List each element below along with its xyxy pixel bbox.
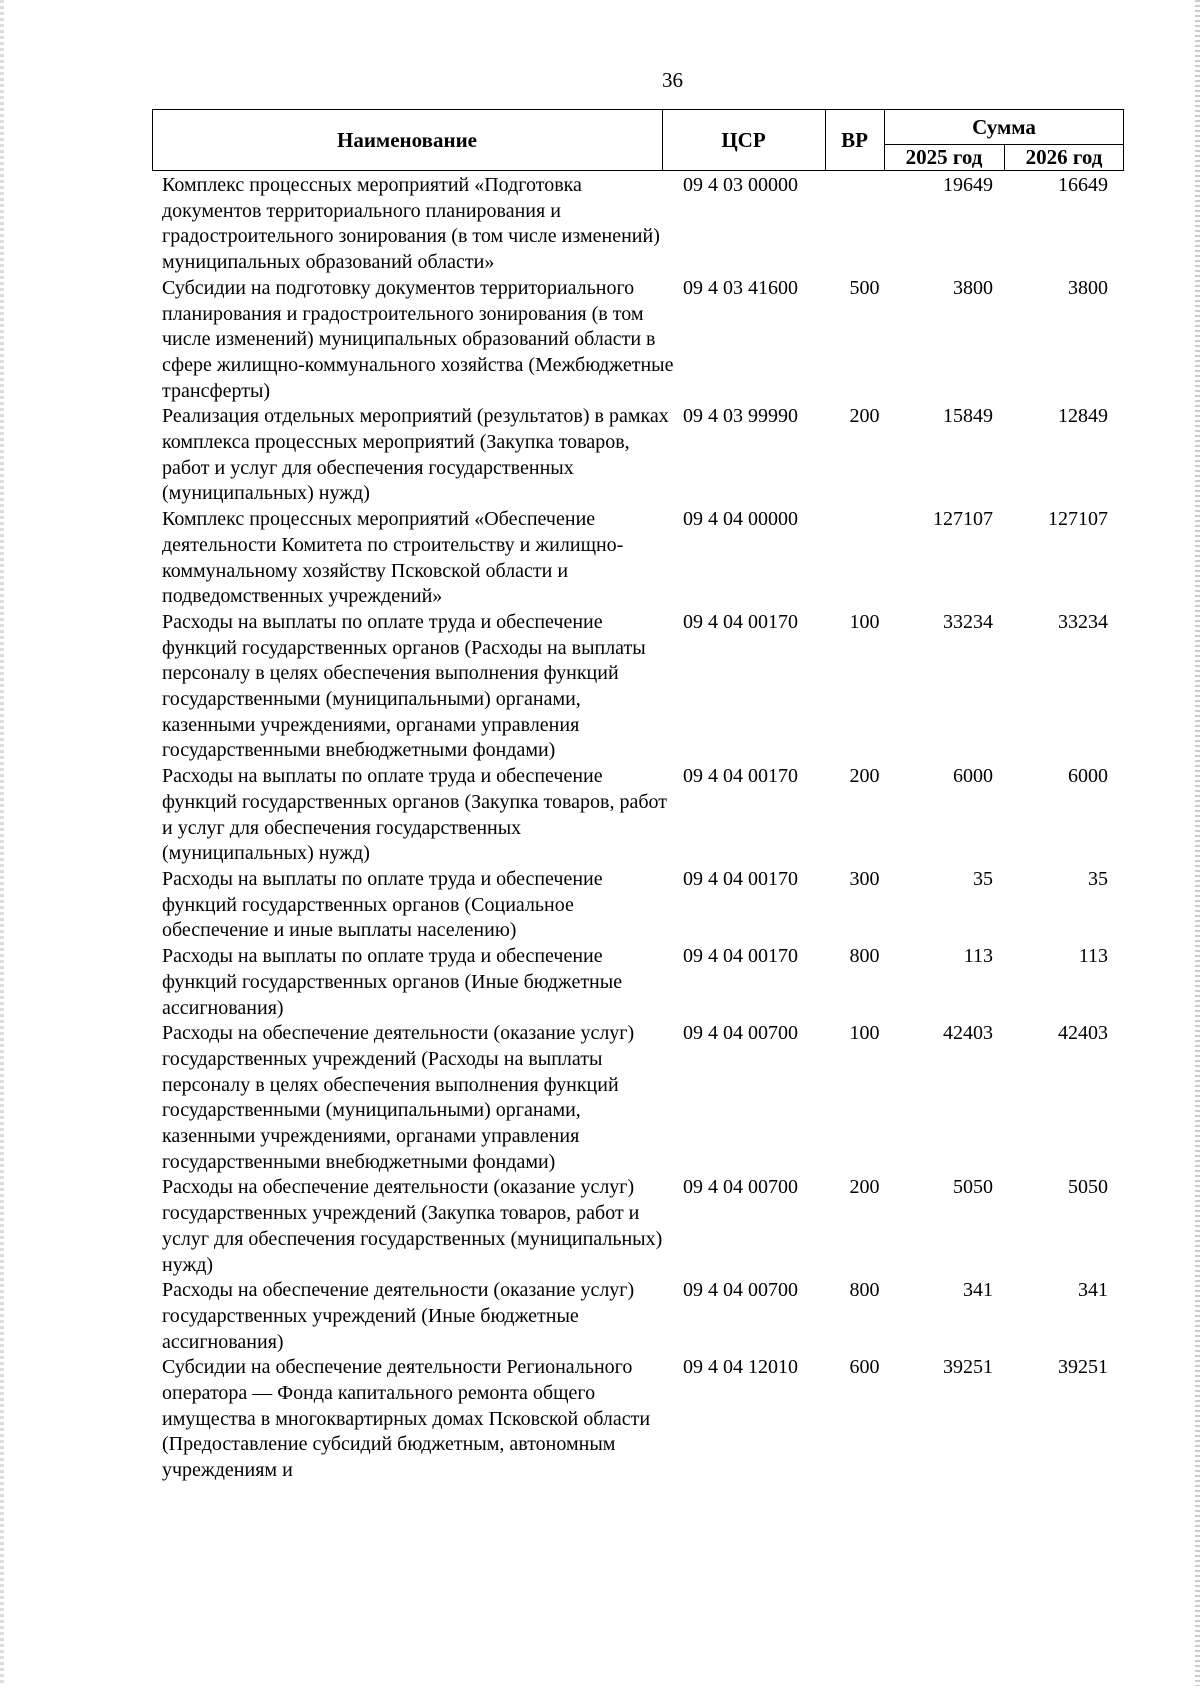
row-amount-2026: 42403	[1058, 1022, 1108, 1045]
table-row	[162, 1021, 1124, 1175]
row-amount-2026: 341	[1078, 1279, 1108, 1302]
row-amount-2025: 113	[963, 945, 993, 968]
row-amount-2025: 19649	[943, 174, 993, 196]
table-row	[162, 764, 1124, 867]
table-body	[162, 173, 1124, 1484]
page-number: 36	[662, 68, 683, 92]
table-row	[162, 867, 1124, 944]
row-amount-2025: 42403	[943, 1022, 993, 1045]
row-amount-2026: 16649	[1058, 174, 1108, 196]
row-name: Реализация отдельных мероприятий (результатов) в рамках комплекса процессных мероприятий (Закупка товаров, работ и услуг для обеспечения государственных (муниципальных) нужд)	[162, 405, 669, 505]
row-amount-2026: 12849	[1058, 405, 1108, 428]
table-row	[162, 173, 1124, 276]
row-amount-2025: 127107	[933, 508, 993, 531]
row-csr: 09 4 04 00170	[683, 945, 798, 968]
row-name: Комплекс процессных мероприятий «Обеспечение деятельности Комитета по строительству и жилищно-коммунальному хозяйству Псковской области и подведомственных учреждений»	[162, 508, 624, 608]
row-vr: 200	[849, 1176, 880, 1199]
row-amount-2026: 5050	[1068, 1176, 1108, 1199]
row-csr: 09 4 04 00170	[683, 867, 798, 890]
row-amount-2025: 39251	[943, 1356, 993, 1379]
table-row	[162, 404, 1124, 507]
row-vr: 200	[849, 765, 880, 788]
table-row	[162, 276, 1124, 405]
header-border-right	[1123, 110, 1124, 170]
row-vr: 500	[849, 276, 880, 299]
row-vr: 600	[849, 1356, 880, 1379]
header-vr: ВР	[841, 127, 868, 152]
row-name: Расходы на обеспечение деятельности (оказание услуг) государственных учреждений (Расходы на выплаты персоналу в целях обеспечения выполнения функций государственными (муниципальными) органами, казенными учреждениями, органами управления государственными внебюджетными фондами)	[162, 1022, 635, 1173]
row-amount-2025: 33234	[943, 610, 993, 633]
row-amount-2026: 3800	[1068, 276, 1108, 299]
row-vr: 800	[849, 1279, 880, 1302]
row-name: Субсидии на подготовку документов территориального планирования и градостроительного зонирования (в том числе изменений) муниципальных образований области в сфере жилищно-коммунального хозяйства (Межбюджетные трансферты)	[162, 276, 674, 402]
row-amount-2026: 6000	[1068, 765, 1108, 788]
header-sum: Сумма	[972, 114, 1036, 139]
row-amount-2026: 113	[1078, 945, 1108, 968]
row-csr: 09 4 03 00000	[683, 174, 798, 196]
row-amount-2026: 33234	[1058, 610, 1108, 633]
row-csr: 09 4 04 00700	[683, 1022, 798, 1045]
row-name: Субсидии на обеспечение деятельности Регионального оператора — Фонда капитального ремонта общего имущества в многоквартирных домах Псковской области (Предоставление субсидий бюджетным, автономным учреждениям и	[162, 1356, 651, 1482]
table-row	[162, 507, 1124, 610]
row-csr: 09 4 04 00000	[683, 508, 798, 531]
row-csr: 09 4 04 00700	[683, 1279, 798, 1302]
header-2025: 2025 год	[905, 144, 983, 169]
row-csr: 09 4 03 41600	[683, 276, 798, 299]
row-name: Расходы на выплаты по оплате труда и обеспечение функций государственных органов (Закупка товаров, работ и услуг для обеспечения государственных (муниципальных) нужд)	[162, 765, 667, 865]
scan-edge-right	[1195, 0, 1200, 1686]
row-csr: 09 4 04 00170	[683, 610, 798, 633]
row-name: Расходы на обеспечение деятельности (оказание услуг) государственных учреждений (Закупка товаров, работ и услуг для обеспечения государственных (муниципальных) нужд)	[162, 1176, 663, 1276]
header-2026: 2026 год	[1025, 144, 1103, 169]
table-header	[152, 109, 1124, 171]
row-name: Расходы на обеспечение деятельности (оказание услуг) государственных учреждений (Иные бюджетные ассигнования)	[162, 1279, 635, 1353]
row-csr: 09 4 04 12010	[683, 1356, 798, 1379]
row-amount-2025: 5050	[953, 1176, 993, 1199]
row-name: Расходы на выплаты по оплате труда и обеспечение функций государственных органов (Социальное обеспечение и иные выплаты населению)	[162, 867, 603, 942]
row-amount-2025: 35	[973, 867, 993, 890]
table-row	[162, 1278, 1124, 1355]
row-amount-2025: 3800	[953, 276, 993, 299]
table-row	[162, 1175, 1124, 1278]
row-csr: 09 4 03 99990	[683, 405, 798, 428]
row-amount-2025: 15849	[943, 405, 993, 428]
row-name: Комплекс процессных мероприятий «Подготовка документов территориального планирования и градостроительного зонирования (в том числе изменений) муниципальных образований области»	[162, 174, 660, 274]
row-amount-2025: 6000	[953, 765, 993, 788]
row-vr: 200	[849, 405, 880, 428]
header-name: Наименование	[337, 127, 477, 152]
row-vr: 300	[849, 867, 880, 890]
row-amount-2026: 35	[1088, 867, 1108, 890]
table-row	[162, 944, 1124, 1021]
row-vr: 800	[849, 945, 880, 968]
header-csr: ЦСР	[721, 127, 766, 152]
table-row	[162, 1355, 1124, 1484]
scan-edge-left	[0, 0, 4, 1686]
row-vr: 100	[849, 610, 880, 633]
row-amount-2025: 341	[963, 1279, 993, 1302]
row-amount-2026: 39251	[1058, 1356, 1108, 1379]
table-row	[162, 610, 1124, 764]
row-csr: 09 4 04 00700	[683, 1176, 798, 1199]
row-name: Расходы на выплаты по оплате труда и обеспечение функций государственных органов (Иные бюджетные ассигнования)	[162, 945, 623, 1019]
row-amount-2026: 127107	[1048, 508, 1108, 531]
row-name: Расходы на выплаты по оплате труда и обеспечение функций государственных органов (Расходы на выплаты персоналу в целях обеспечения выполнения функций государственными (муниципальными) органами, казенными учреждениями, органами управления государственными внебюджетными фондами)	[162, 610, 646, 762]
row-csr: 09 4 04 00170	[683, 765, 798, 788]
row-vr: 100	[849, 1022, 880, 1045]
